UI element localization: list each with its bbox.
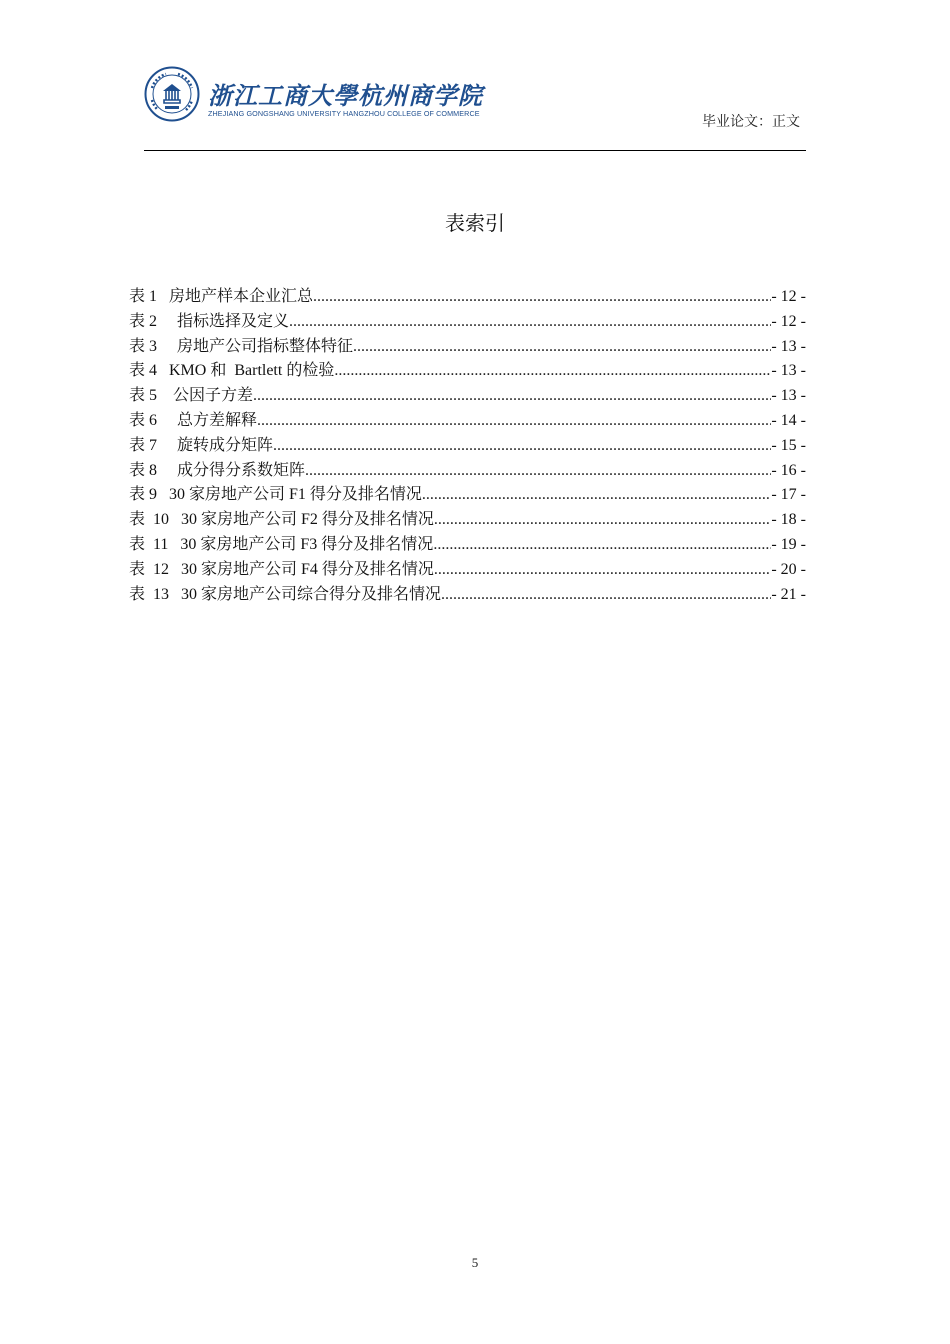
- toc-entry-page: - 12 -: [771, 312, 806, 330]
- toc-entry-label: 表 2 指标选择及定义: [129, 312, 290, 330]
- toc-entry-label: 表 7 旋转成分矩阵: [129, 436, 274, 454]
- toc-entry-label: 表 6 总方差解释: [129, 411, 258, 429]
- page-header: [144, 62, 806, 152]
- toc-entry[interactable]: [129, 409, 806, 434]
- toc-entry[interactable]: [129, 483, 806, 508]
- toc-entry-label: 表 12 30 家房地产公司 F4 得分及排名情况: [129, 560, 434, 578]
- toc-entry[interactable]: [129, 459, 806, 484]
- toc-entry-label: 表 11 30 家房地产公司 F3 得分及排名情况: [129, 535, 434, 553]
- toc-dot-leader: [434, 508, 771, 533]
- toc-entry[interactable]: [129, 384, 806, 409]
- page-title: 表索引: [445, 211, 505, 235]
- toc-entry-page: - 17 -: [771, 486, 806, 504]
- toc-entry-page: - 16 -: [771, 461, 806, 479]
- toc-entry-label: 表 3 房地产公司指标整体特征: [129, 337, 354, 355]
- header-rule: [144, 150, 806, 151]
- toc-entry-label: 表 5 公因子方差: [129, 387, 254, 405]
- toc-dot-leader: [433, 533, 771, 558]
- toc-dot-leader: [305, 459, 771, 484]
- toc-entry[interactable]: [129, 558, 806, 583]
- toc-entry-label: 表 10 30 家房地产公司 F2 得分及排名情况: [129, 511, 434, 529]
- toc-dot-leader: [353, 335, 771, 360]
- toc-entry[interactable]: [129, 359, 806, 384]
- toc-entry-page: - 20 -: [771, 560, 806, 578]
- toc-entry-page: - 13 -: [771, 387, 806, 405]
- toc-dot-leader: [441, 583, 771, 608]
- toc-dot-leader: [422, 483, 771, 508]
- toc-dot-leader: [257, 409, 771, 434]
- toc-entry-page: - 19 -: [771, 535, 806, 553]
- toc-entry-label: 表 8 成分得分系数矩阵: [129, 461, 306, 479]
- university-seal-icon: [144, 66, 200, 122]
- toc-entry[interactable]: [129, 533, 806, 558]
- toc-entry[interactable]: [129, 434, 806, 459]
- toc-entry-page: - 13 -: [771, 362, 806, 380]
- toc-dot-leader: [273, 434, 771, 459]
- toc-entry[interactable]: [129, 285, 806, 310]
- page-number: 5: [471, 1255, 479, 1270]
- toc-entry-label: 表 9 30 家房地产公司 F1 得分及排名情况: [129, 486, 422, 504]
- toc-entry-label: 表 1 房地产样本企业汇总: [129, 288, 314, 305]
- toc-entry-page: - 13 -: [771, 337, 806, 355]
- header-label: 毕业论文：正文: [702, 115, 800, 130]
- university-name-en: ZHEJIANG GONGSHANG UNIVERSITY HANGZHOU COLLEGE OF COMMERCE: [208, 109, 480, 118]
- toc-dot-leader: [313, 285, 771, 310]
- toc-entry[interactable]: [129, 583, 806, 608]
- toc-entry-page: - 15 -: [771, 436, 806, 454]
- table-index-list: [129, 285, 806, 607]
- toc-entry[interactable]: [129, 508, 806, 533]
- toc-dot-leader: [253, 384, 771, 409]
- toc-entry-page: - 14 -: [771, 411, 806, 429]
- toc-entry-page: - 21 -: [771, 585, 806, 603]
- toc-dot-leader: [334, 359, 771, 384]
- university-name-cn: 浙江工商大學杭州商学院: [208, 81, 483, 110]
- toc-entry[interactable]: [129, 335, 806, 360]
- toc-entry-label: 表 4 KMO 和 Bartlett 的检验: [129, 362, 335, 380]
- toc-entry-label: 表 13 30 家房地产公司综合得分及排名情况: [129, 585, 442, 603]
- toc-entry[interactable]: [129, 310, 806, 335]
- toc-dot-leader: [289, 310, 771, 335]
- toc-entry-page: - 18 -: [771, 511, 806, 529]
- toc-dot-leader: [434, 558, 771, 583]
- toc-entry-page: - 12 -: [771, 288, 806, 305]
